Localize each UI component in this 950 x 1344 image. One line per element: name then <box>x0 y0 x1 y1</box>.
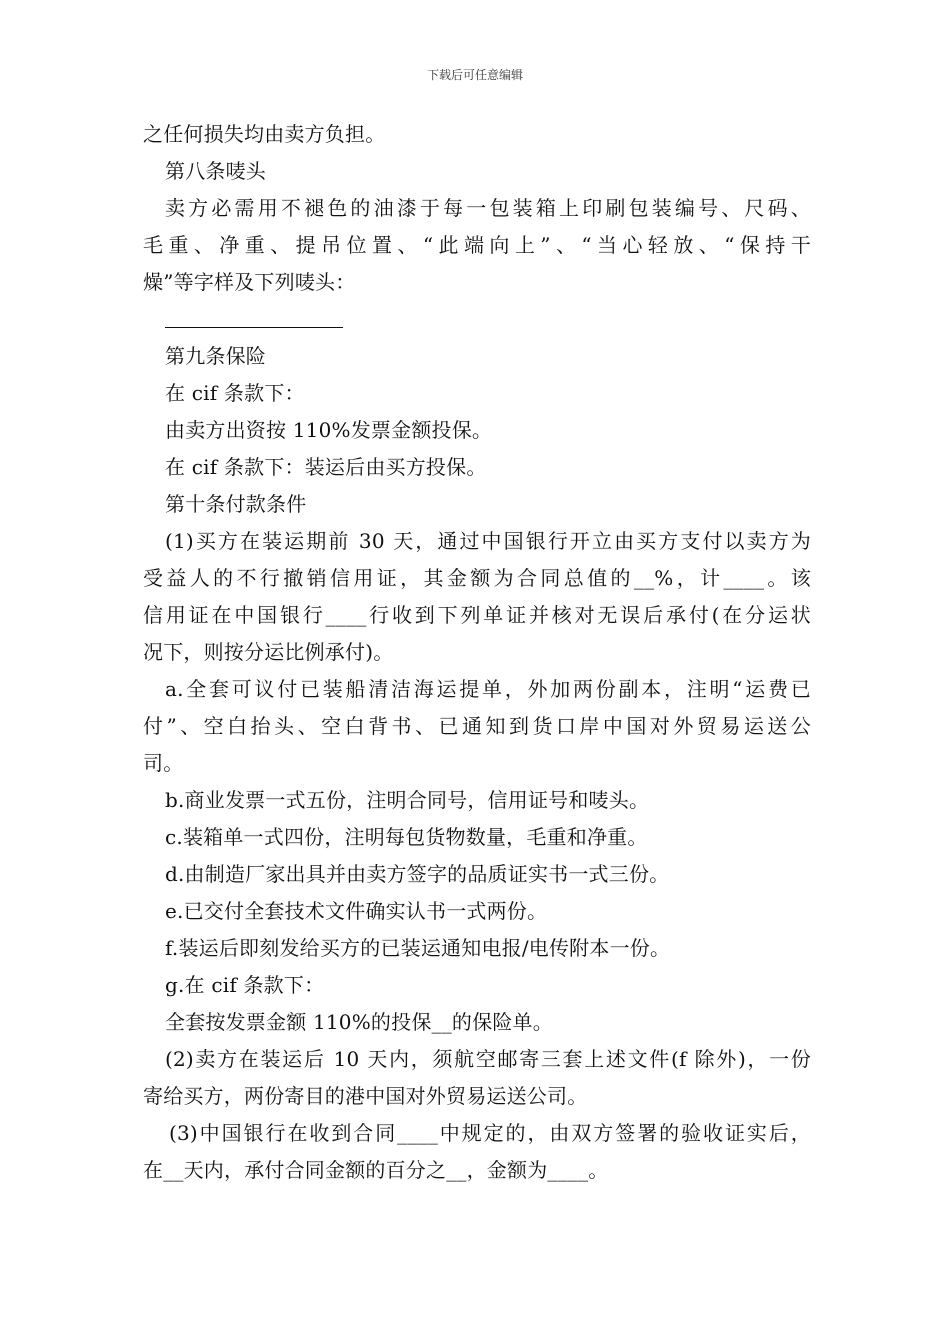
document-text-line: 在__天内，承付合同金额的百分之__，金额为____。 <box>143 1158 609 1182</box>
document-text-line: e.已交付全套技术文件确实认书一式两份。 <box>165 899 548 923</box>
document-text-line: 况下，则按分运比例承付)。 <box>143 640 394 664</box>
shipping-mark-blank-line <box>143 301 811 338</box>
document-text-line: 受益人的不行撤销信用证，其金额为合同总值的__%，计____。该 <box>143 566 811 590</box>
document-text-line: 卖方必需用不褪色的油漆于每一包装箱上印刷包装编号、尺码、 <box>165 196 811 220</box>
document-text-line: (2)卖方在装运后 10 天内，须航空邮寄三套上述文件(f 除外)，一份 <box>165 1047 811 1071</box>
document-text-line: (3)中国银行在收到合同____中规定的，由双方签署的验收证实后， <box>169 1121 811 1145</box>
document-text-line: a.全套可议付已装船清洁海运提单，外加两份副本，注明“运费已 <box>165 677 811 701</box>
document-text-line: b.商业发票一式五份，注明合同号，信用证号和唛头。 <box>165 788 650 812</box>
document-text-line: 寄给买方，两份寄目的港中国对外贸易运送公司。 <box>143 1084 588 1108</box>
document-text-line: 全套按发票金额 110%的投保__的保险单。 <box>165 1010 553 1034</box>
document-text-line: 付”、空白抬头、空白背书、已通知到货口岸中国对外贸易运送公 <box>143 714 811 738</box>
page-header: 下载后可任意编辑 <box>426 68 523 82</box>
document-body <box>143 116 811 1189</box>
document-text-line: 信用证在中国银行____行收到下列单证并核对无误后承付(在分运状 <box>143 603 811 627</box>
document-text-line: c.装箱单一式四份，注明每包货物数量，毛重和净重。 <box>165 825 648 849</box>
document-text-line: (1)买方在装运期前 30 天，通过中国银行开立由买方支付以卖方为 <box>165 529 811 553</box>
document-text-line: 燥”等字样及下列唛头： <box>143 270 356 294</box>
document-text-line: 在 cif 条款下：装运后由买方投保。 <box>165 455 487 479</box>
document-text-line: g.在 cif 条款下： <box>165 973 325 997</box>
document-text-line: 由卖方出资按 110%发票金额投保。 <box>165 418 493 442</box>
document-text-line: 第十条付款条件 <box>165 492 307 516</box>
document-text-line: 第九条保险 <box>165 344 266 368</box>
document-text-line: 司。 <box>143 751 184 775</box>
underline-rule <box>165 327 343 328</box>
document-text-line: 在 cif 条款下： <box>165 381 305 405</box>
document-text-line: f.装运后即刻发给买方的已装运通知电报/电传附本一份。 <box>165 936 671 960</box>
document-text-line: 第八条唛头 <box>165 159 266 183</box>
document-text-line: 之任何损失均由卖方负担。 <box>143 122 386 146</box>
document-text-line: 毛重、净重、提吊位置、“此端向上”、“当心轻放、“保持干 <box>143 233 811 257</box>
document-text-line: d.由制造厂家出具并由卖方签字的品质证实书一式三份。 <box>165 862 670 886</box>
